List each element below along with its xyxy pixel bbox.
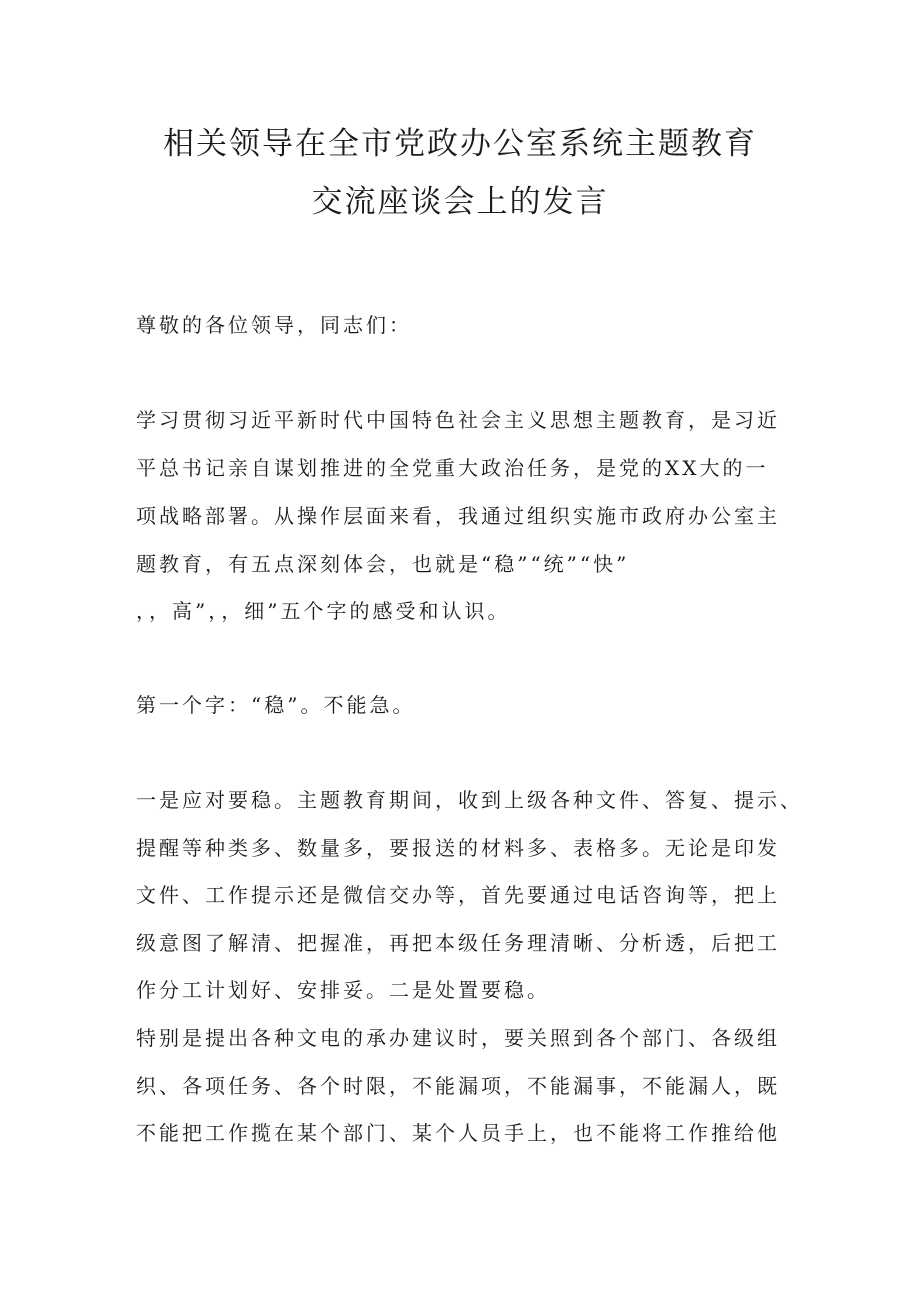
- paragraph-1-line-4: 题教育，有五点深刻体会，也就是“稳”“统”“快”: [136, 552, 630, 576]
- document-title-line-2: 交流座谈会上的发言: [311, 184, 609, 220]
- paragraph-2-line-3: 文件、工作提示还是微信交办等，首先要通过电话咨询等，把上: [136, 883, 780, 907]
- paragraph-2-line-2: 提醒等种类多、数量多，要报送的材料多、表格多。无论是印发: [136, 836, 780, 860]
- paragraph-3-line-3: 不能把工作揽在某个部门、某个人员手上，也不能将工作推给他: [136, 1121, 780, 1145]
- paragraph-3-line-1: 特别是提出各种文电的承办建议时，要关照到各个部门、各级组: [136, 1026, 780, 1050]
- paragraph-1-line-1: 学习贯彻习近平新时代中国特色社会主义思想主题教育，是习近: [136, 408, 780, 432]
- document-title-line-1: 相关领导在全市党政办公室系统主题教育: [163, 126, 757, 162]
- paragraph-2-line-5: 作分工计划好、安排妥。二是处置要稳。: [136, 978, 550, 1002]
- paragraph-1-line-2: 平总书记亲自谋划推进的全党重大政治任务，是党的XX大的一: [136, 456, 769, 480]
- paragraph-1-line-5: ，，高”，，细”五个字的感受和认识。: [136, 599, 511, 623]
- section-1-heading: 第一个字：“稳”。不能急。: [136, 693, 416, 717]
- paragraph-2-line-1: 一是应对要稳。主题教育期间，收到上级各种文件、答复、提示、: [136, 788, 803, 812]
- salutation: 尊敬的各位领导，同志们：: [136, 313, 412, 337]
- paragraph-3-line-2: 织、各项任务、各个时限，不能漏项，不能漏事，不能漏人，既: [136, 1074, 780, 1098]
- paragraph-1-line-3: 项战略部署。从操作层面来看，我通过组织实施市政府办公室主: [136, 504, 780, 528]
- paragraph-2-line-4: 级意图了解清、把握准，再把本级任务理清晰、分析透，后把工: [136, 931, 780, 955]
